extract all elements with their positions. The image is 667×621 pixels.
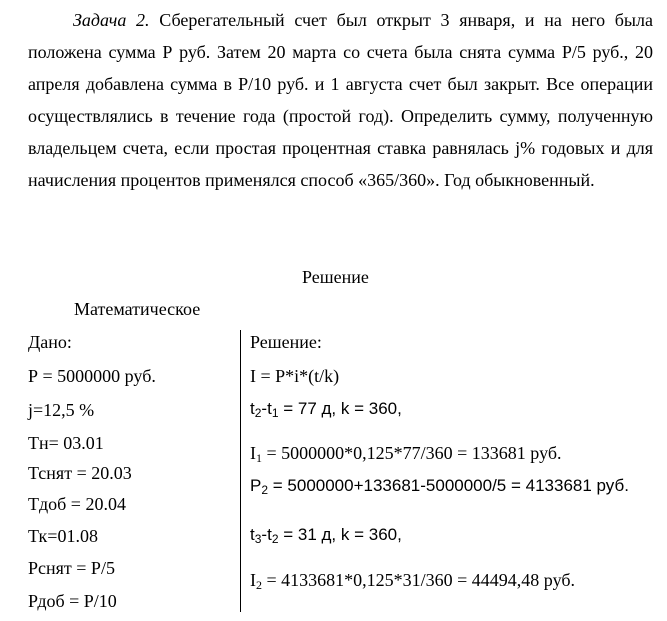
task-statement bbox=[28, 4, 653, 196]
given-item: Р = 5000000 руб. bbox=[28, 366, 156, 386]
task-text: Сберегательный счет был открыт 3 января, и на него была положена сумма Р руб. Затем 20 марта со счета была снята сумма Р/5 руб., 20 апреля добавлена сумма в Р/10 руб. и 1 августа счет был закрыт. Все операции осуществлялись в течение года (простой год). Определить сумму, полученную владельцем счета, если простая процентная ставка равнялась j% годовых и для начисления процентов применялся способ «365/360». Год обыкновенный. bbox=[28, 10, 653, 190]
given-item: Тснят = 20.03 bbox=[28, 463, 132, 483]
formula: I = P*i*(t/k) bbox=[250, 366, 340, 386]
interest-1: $I_1 = 5000000*0,125*77/360 = 133681$ руб. bbox=[250, 443, 562, 465]
solution-header: Решение: bbox=[250, 332, 322, 352]
given-item: Тн= 03.01 bbox=[28, 433, 104, 453]
task-title: Задача 2. bbox=[73, 10, 150, 30]
time-difference-2: $t_3-t_2 = 31$ д, k = 360, bbox=[250, 525, 402, 546]
method-title: Математическое bbox=[74, 299, 201, 319]
given-header: Дано: bbox=[28, 332, 72, 352]
given-item: j=12,5 % bbox=[28, 400, 95, 420]
given-item: Тдоб = 20.04 bbox=[28, 494, 126, 514]
given-item: Рснят = Р/5 bbox=[28, 558, 115, 578]
solution-title: Решение bbox=[302, 267, 369, 287]
balance-2: $P_2 = 5000000+133681-5000000/5 = 4133681$ руб. bbox=[250, 476, 629, 497]
interest-2: $I_2 = 4133681*0,125*31/360 = 44494,48$ руб. bbox=[250, 570, 575, 592]
given-item: Тк=01.08 bbox=[28, 526, 98, 546]
time-difference-1: $t_2-t_1 = 77$ д, k = 360, bbox=[250, 399, 402, 420]
column-divider bbox=[240, 330, 241, 612]
given-item: Рдоб = Р/10 bbox=[28, 591, 117, 611]
